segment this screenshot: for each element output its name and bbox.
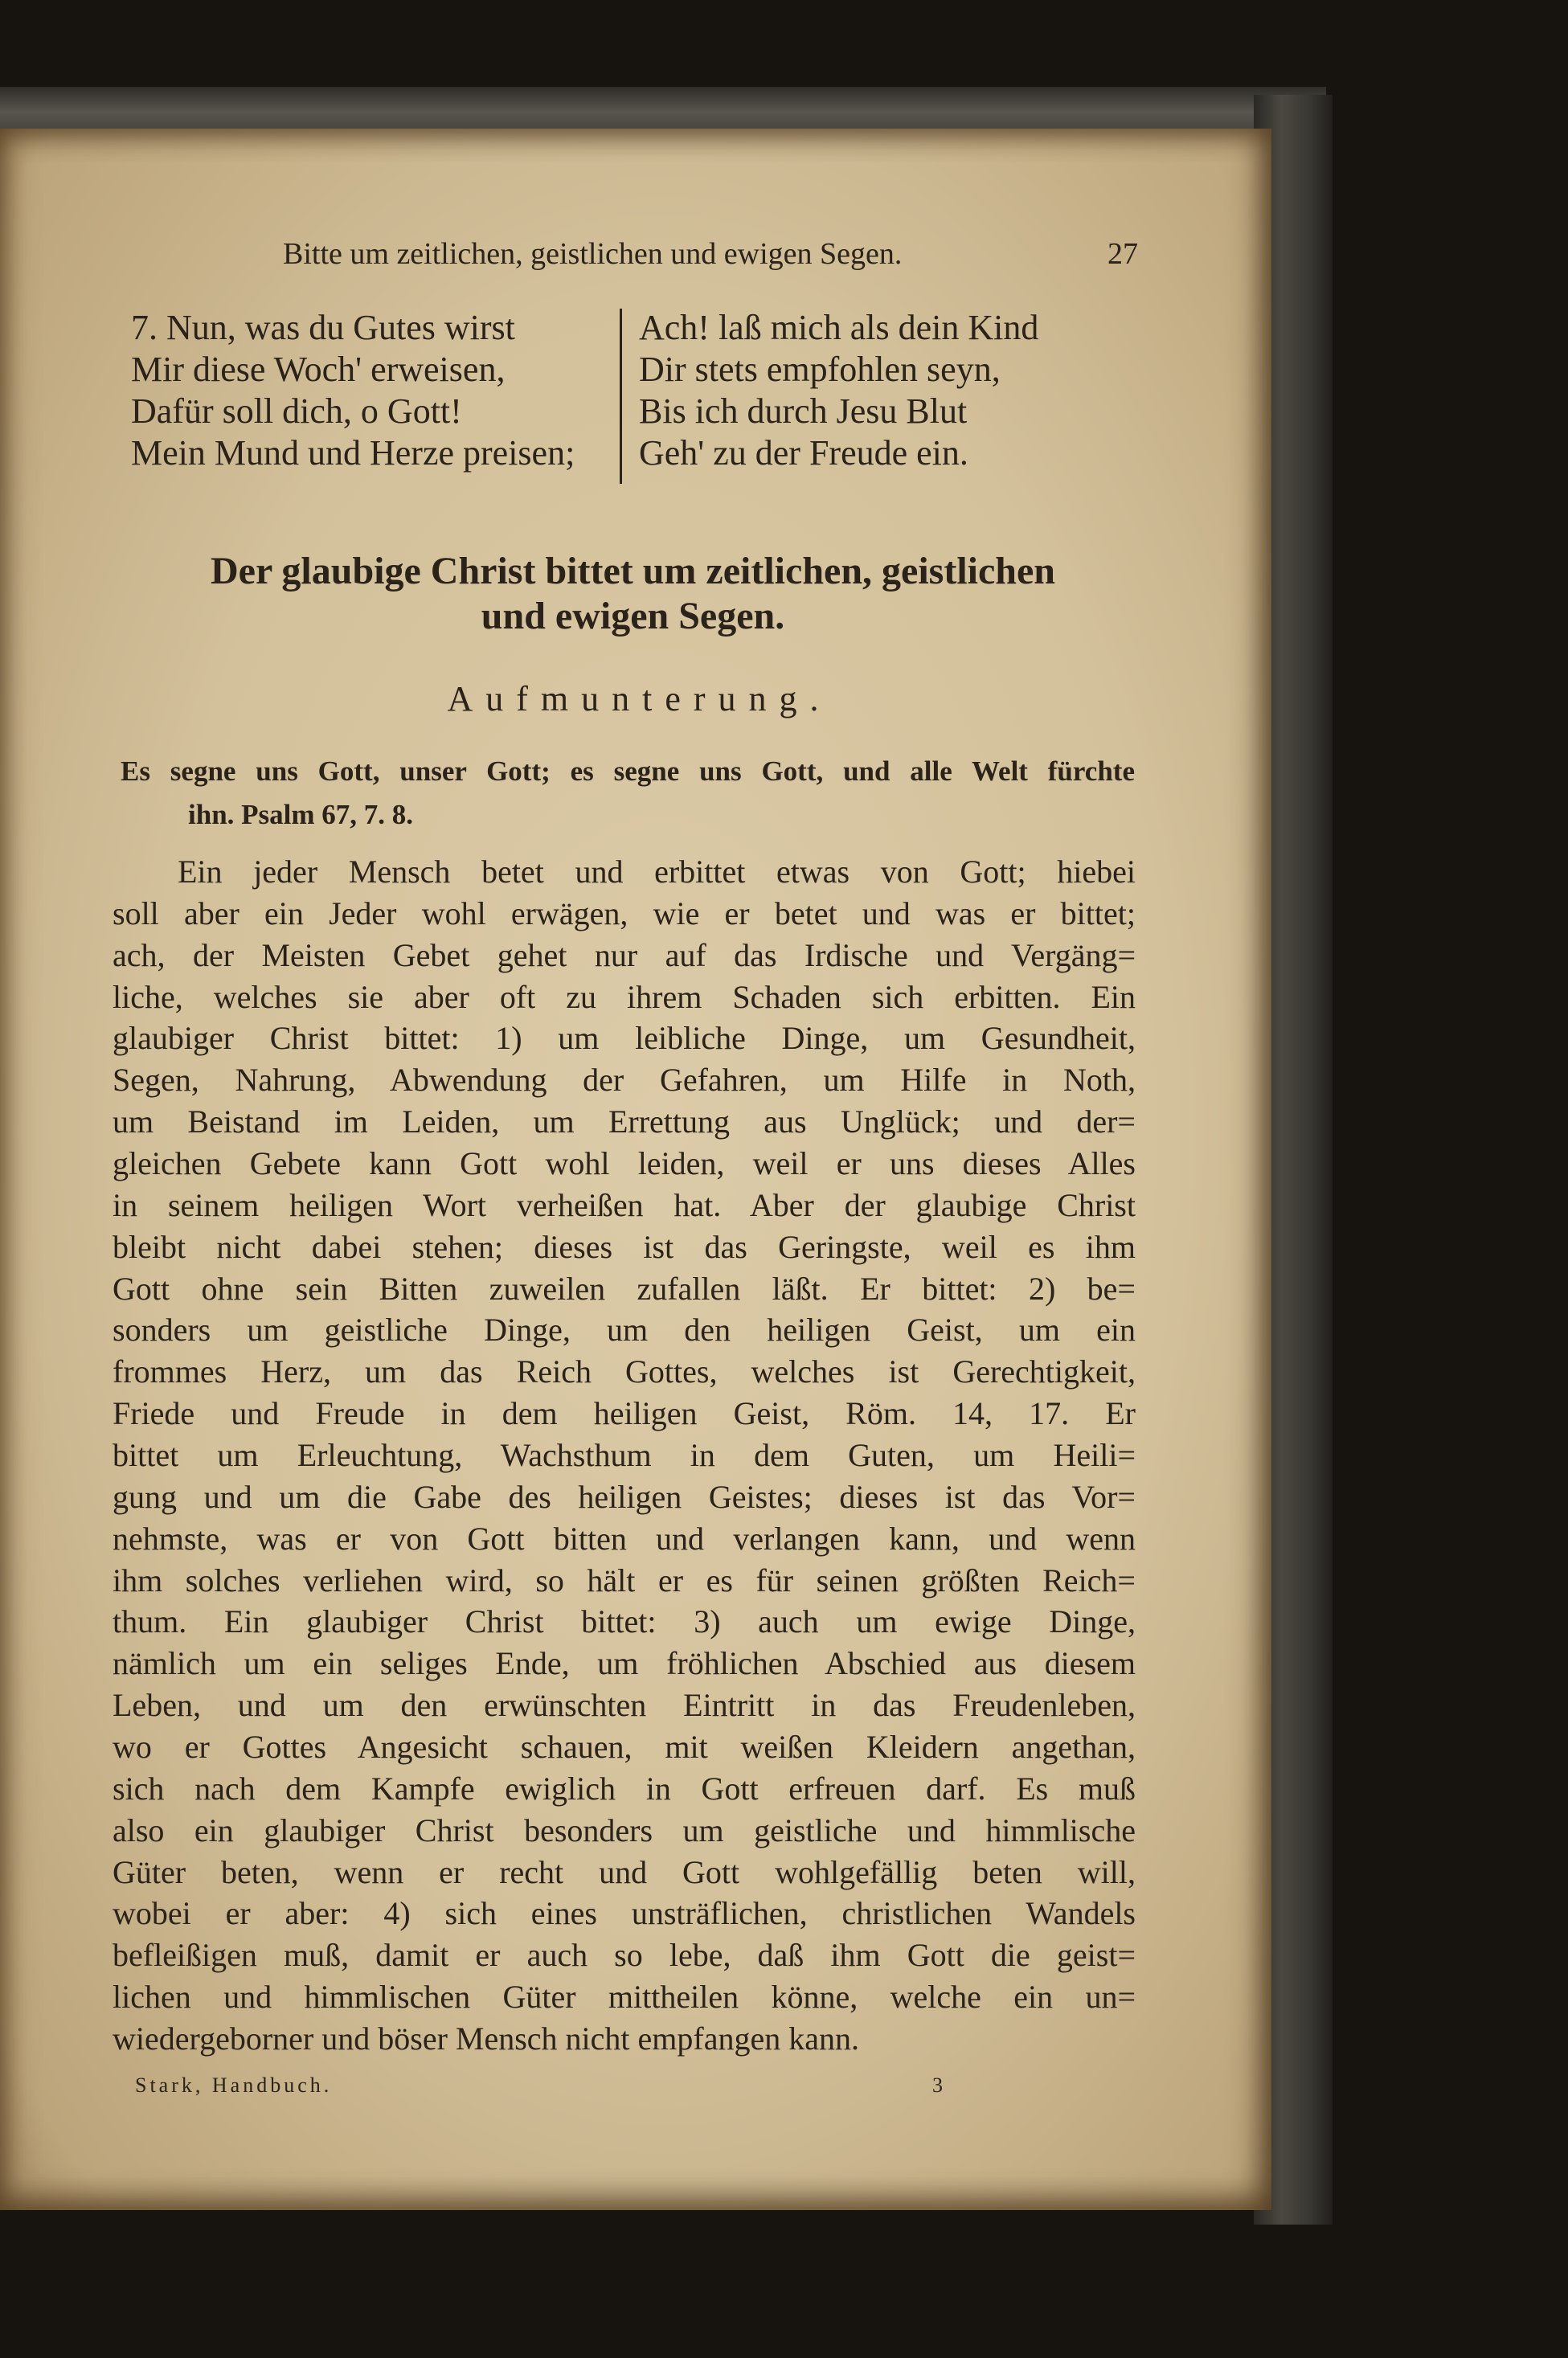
- section-title: [129, 549, 1137, 639]
- verse-line: 7. Nun, was du Gutes wirst: [131, 308, 515, 347]
- body-line: also ein glaubiger Christ besonders um geistliche und himmlische: [113, 1811, 1136, 1848]
- body-line: nämlich um ein seliges Ende, um fröhlichen Abschied aus diesem: [113, 1645, 1136, 1682]
- verse-right-column: [639, 307, 1038, 474]
- body-line: bleibt nicht dabei stehen; dieses ist das Geringste, weil es ihm: [113, 1228, 1136, 1265]
- body-line: Friede und Freude in dem heiligen Geist, Röm. 14, 17. Er: [113, 1395, 1136, 1432]
- body-line: sich nach dem Kampfe ewiglich in Gott erfreuen darf. Es muß: [113, 1770, 1136, 1807]
- body-line: Ein jeder Mensch betet und erbittet etwas von Gott; hiebei: [178, 854, 1136, 890]
- page-number: 27: [1107, 237, 1138, 271]
- verse-line: Bis ich durch Jesu Blut: [639, 391, 968, 431]
- body-paragraph: [113, 851, 1136, 2060]
- running-title: Bitte um zeitlichen, geistlichen und ewigen Segen.: [283, 237, 903, 271]
- subheading: Aufmunterung.: [447, 679, 832, 718]
- verse-line: Ach! laß mich als dein Kind: [639, 308, 1039, 347]
- body-line: ihm solches verliehen wird, so hält er es für seinen größten Reich=: [113, 1562, 1136, 1599]
- body-line: Gott ohne sein Bitten zuweilen zufallen läßt. Er bittet: 2) be=: [113, 1270, 1136, 1307]
- body-line: Segen, Nahrung, Abwendung der Gefahren, um Hilfe in Noth,: [113, 1062, 1136, 1099]
- verse-line: Dafür soll dich, o Gott!: [131, 391, 462, 431]
- verse-left-column: [131, 307, 575, 474]
- body-line: Leben, und um den erwünschten Eintritt in das Freudenleben,: [113, 1687, 1136, 1724]
- body-line: glaubiger Christ bittet: 1) um leibliche Dinge, um Gesundheit,: [113, 1020, 1136, 1057]
- body-line: thum. Ein glaubiger Christ bittet: 3) auch um ewige Dinge,: [113, 1603, 1136, 1640]
- body-line: ach, der Meisten Gebet gehet nur auf das Irdische und Vergäng=: [113, 936, 1136, 973]
- verse-divider: [620, 309, 622, 484]
- body-line: frommes Herz, um das Reich Gottes, welches ist Gerechtigkeit,: [113, 1353, 1136, 1390]
- section-title-line: und ewigen Segen.: [481, 595, 785, 637]
- body-line: lichen und himmlischen Güter mittheilen könne, welche ein un=: [113, 1979, 1136, 2016]
- body-line: befleißigen muß, damit er auch so lebe, daß ihm Gott die geist=: [113, 1937, 1136, 1974]
- body-line: wobei er aber: 4) sich eines unsträflichen, christlichen Wandels: [113, 1895, 1136, 1932]
- body-line: liche, welches sie aber oft zu ihrem Schaden sich erbitten. Ein: [113, 978, 1136, 1015]
- body-line: um Beistand im Leiden, um Errettung aus Unglück; und der=: [113, 1103, 1136, 1140]
- body-line: soll aber ein Jeder wohl erwägen, wie er betet und was er bittet;: [113, 894, 1136, 931]
- footer-signature: Stark, Handbuch.: [135, 2073, 333, 2097]
- epigraph-line: ihn. Psalm 67, 7. 8.: [188, 799, 414, 830]
- section-title-line: Der glaubige Christ bittet um zeitlichen, geistlichen: [211, 550, 1055, 592]
- verse-line: Geh' zu der Freude ein.: [639, 433, 968, 473]
- verse-line: Dir stets empfohlen seyn,: [639, 350, 1001, 389]
- body-line: in seinem heiligen Wort verheißen hat. Aber der glaubige Christ: [113, 1186, 1136, 1223]
- body-line: nehmste, was er von Gott bitten und verlangen kann, und wenn: [113, 1520, 1136, 1557]
- body-line: Güter beten, wenn er recht und Gott wohlgefällig beten will,: [113, 1853, 1136, 1890]
- verse-line: Mir diese Woch' erweisen,: [131, 350, 506, 389]
- body-line: wiedergeborner und böser Mensch nicht empfangen kann.: [113, 2020, 859, 2057]
- body-line: gung und um die Gabe des heiligen Geistes; dieses ist das Vor=: [113, 1478, 1136, 1515]
- body-line: gleichen Gebete kann Gott wohl leiden, weil er uns dieses Alles: [113, 1145, 1136, 1182]
- sheet-number: 3: [932, 2073, 943, 2097]
- body-line: wo er Gottes Angesicht schauen, mit weißen Kleidern angethan,: [113, 1729, 1136, 1766]
- body-line: bittet um Erleuchtung, Wachsthum in dem Guten, um Heili=: [113, 1437, 1136, 1474]
- body-line: sonders um geistliche Dinge, um den heiligen Geist, um ein: [113, 1312, 1136, 1349]
- verse-line: Mein Mund und Herze preisen;: [131, 433, 575, 473]
- epigraph-line: Es segne uns Gott, unser Gott; es segne uns Gott, und alle Welt fürchte: [121, 755, 1135, 787]
